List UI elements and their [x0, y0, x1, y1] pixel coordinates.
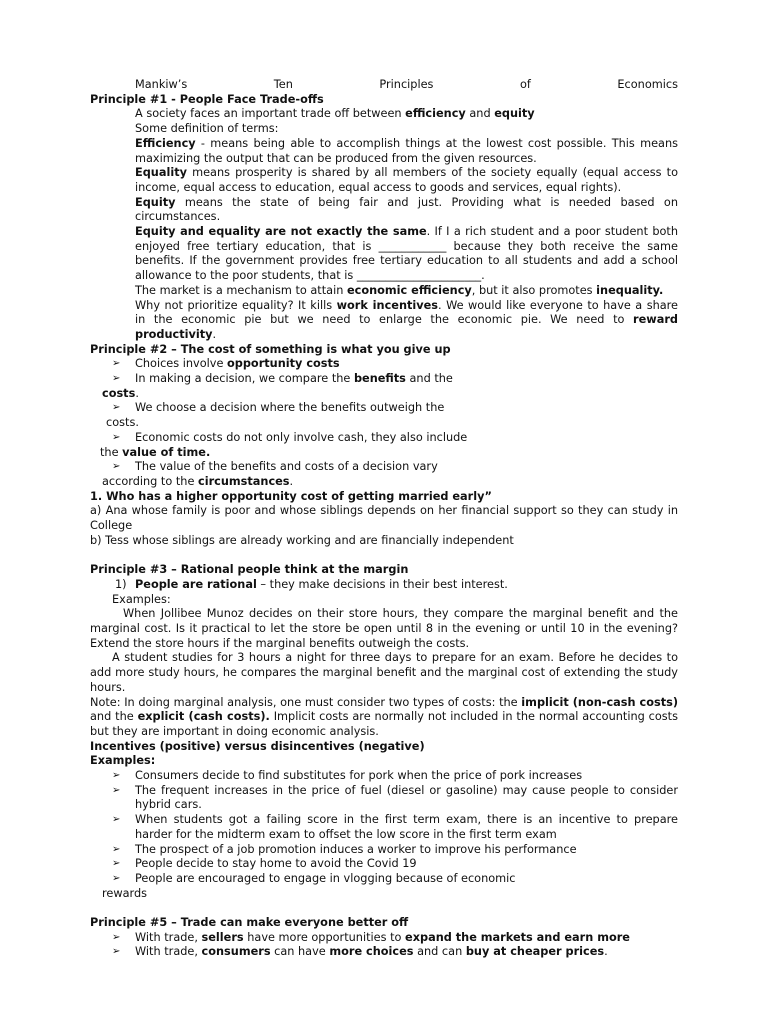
list-item: ➢ Choices involve opportunity costs	[112, 357, 340, 371]
equity-vs-equality: Equity and equality are not exactly the same. If I a rich student and a poor student both enjoyed free tertiary education, that is ____________ because they both receive the same benefits. If the government provides free tertiary education to all students and add a school allowance to the poor students, that is ______________________.	[135, 225, 678, 283]
principle-5-heading: Principle #5 – Trade can make everyone better off	[90, 916, 409, 930]
efficiency-definition: Efficiency - means being able to accomplish things at the lowest cost possible. This means maximizing the output that can be produced from the given resources.	[135, 136, 678, 165]
arrow-bullet-icon: ➢	[112, 770, 121, 782]
incentives-list	[90, 769, 678, 887]
list-item: ➢ People are encouraged to engage in vlogging because of economic	[112, 871, 516, 885]
list-item: ➢ With trade, sellers have more opportunities to expand the markets and earn more	[112, 930, 630, 944]
answer-a: a) Ana whose family is poor and whose siblings depends on her financial support so they can study in College	[90, 504, 678, 533]
title-word: Economics	[617, 78, 678, 91]
principle-1-heading: Principle #1 - People Face Trade-offs	[90, 92, 324, 106]
list-item: ➢ When students got a failing score in the first term exam, there is an incentive to prepare harder for the midterm exam to offset the low score in the first term exam	[112, 813, 678, 841]
list-item: ➢ The value of the benefits and costs of a decision vary	[112, 460, 438, 474]
arrow-bullet-icon: ➢	[112, 946, 121, 958]
market-mechanism: The market is a mechanism to attain economic efficiency, but it also promotes inequality.	[135, 283, 664, 297]
answer-b: b) Tess whose siblings are already working and are financially independent	[90, 533, 514, 547]
arrow-bullet-icon: ➢	[112, 843, 121, 855]
list-item: ➢ We choose a decision where the benefits outweigh the	[112, 401, 445, 415]
principle-2-list	[90, 357, 678, 386]
marginal-analysis-note: Note: In doing marginal analysis, one must consider two types of costs: the implicit (non-cash costs) and the explicit (cash costs). Implicit costs are normally not included in the normal accounting costs but they are important in doing economic analysis.	[90, 695, 679, 738]
document-title	[90, 78, 678, 93]
list-continuation: costs.	[106, 416, 139, 430]
arrow-bullet-icon: ➢	[112, 358, 121, 370]
numbered-item: 1) People are rational – they make decisions in their best interest.	[115, 577, 508, 591]
jollibee-example: When Jollibee Munoz decides on their store hours, they compare the marginal benefit and the marginal cost. Is it practical to let the store be open until 8 in the evening or until 10 in the evening? Extend the store hours if the marginal benefits outweigh the costs.	[90, 607, 678, 650]
list-continuation: rewards	[102, 886, 148, 900]
title-word: Principles	[379, 78, 434, 91]
arrow-bullet-icon: ➢	[112, 402, 121, 414]
question-1: 1. Who has a higher opportunity cost of getting married early”	[90, 489, 492, 503]
list-continuation: according to the circumstances.	[102, 474, 294, 488]
title-word: Mankiw’s	[135, 78, 188, 91]
principle-2-heading: Principle #2 – The cost of something is what you give up	[90, 342, 451, 356]
examples-label: Examples:	[112, 592, 171, 606]
incentives-heading: Incentives (positive) versus disincentives (negative)	[90, 739, 425, 753]
principle-1-intro: A society faces an important trade off between efficiency and equity	[135, 107, 535, 121]
arrow-bullet-icon: ➢	[112, 931, 121, 943]
list-continuation: costs.	[102, 386, 139, 400]
arrow-bullet-icon: ➢	[112, 373, 121, 385]
list-item: ➢ In making a decision, we compare the benefits and the	[112, 372, 453, 386]
list-item: ➢ The frequent increases in the price of fuel (diesel or gasoline) may cause people to consider hybrid cars.	[112, 783, 678, 812]
list-continuation: the value of time.	[100, 445, 211, 459]
list-item: ➢ People decide to stay home to avoid the Covid 19	[112, 857, 417, 871]
definitions-label: Some definition of terms:	[135, 122, 279, 136]
student-example: A student studies for 3 hours a night for three days to prepare for an exam. Before he decides to add more study hours, he compares the marginal benefit and the marginal cost of extending the study hours.	[90, 651, 678, 694]
arrow-bullet-icon: ➢	[112, 431, 121, 443]
examples-label: Examples:	[90, 754, 156, 768]
equity-definition: Equity means the state of being fair and just. Providing what is needed based on circumstances.	[135, 195, 678, 224]
title-word: Ten	[273, 78, 293, 91]
title-word: of	[519, 78, 531, 91]
list-item: ➢ The prospect of a job promotion induces a worker to improve his performance	[112, 842, 577, 856]
arrow-bullet-icon: ➢	[112, 461, 121, 473]
list-item: ➢ Consumers decide to find substitutes for pork when the price of pork increases	[112, 769, 583, 783]
equality-definition: Equality means prosperity is shared by all members of the society equally (equal access to income, equal access to education, equal access to goods and services, equal rights).	[135, 166, 678, 194]
list-item: ➢ With trade, consumers can have more choices and can buy at cheaper prices.	[112, 945, 608, 959]
arrow-bullet-icon: ➢	[112, 872, 121, 884]
arrow-bullet-icon: ➢	[112, 784, 121, 796]
principle-5-list	[90, 931, 678, 960]
arrow-bullet-icon: ➢	[112, 814, 121, 826]
why-not-equality: Why not prioritize equality? It kills work incentives. We would like everyone to have a share in the economic pie but we need to enlarge the economic pie. We need to reward productivity.	[135, 298, 679, 341]
arrow-bullet-icon: ➢	[112, 858, 121, 870]
principle-3-heading: Principle #3 – Rational people think at the margin	[90, 563, 409, 577]
list-item: ➢ Economic costs do not only involve cash, they also include	[112, 430, 468, 444]
